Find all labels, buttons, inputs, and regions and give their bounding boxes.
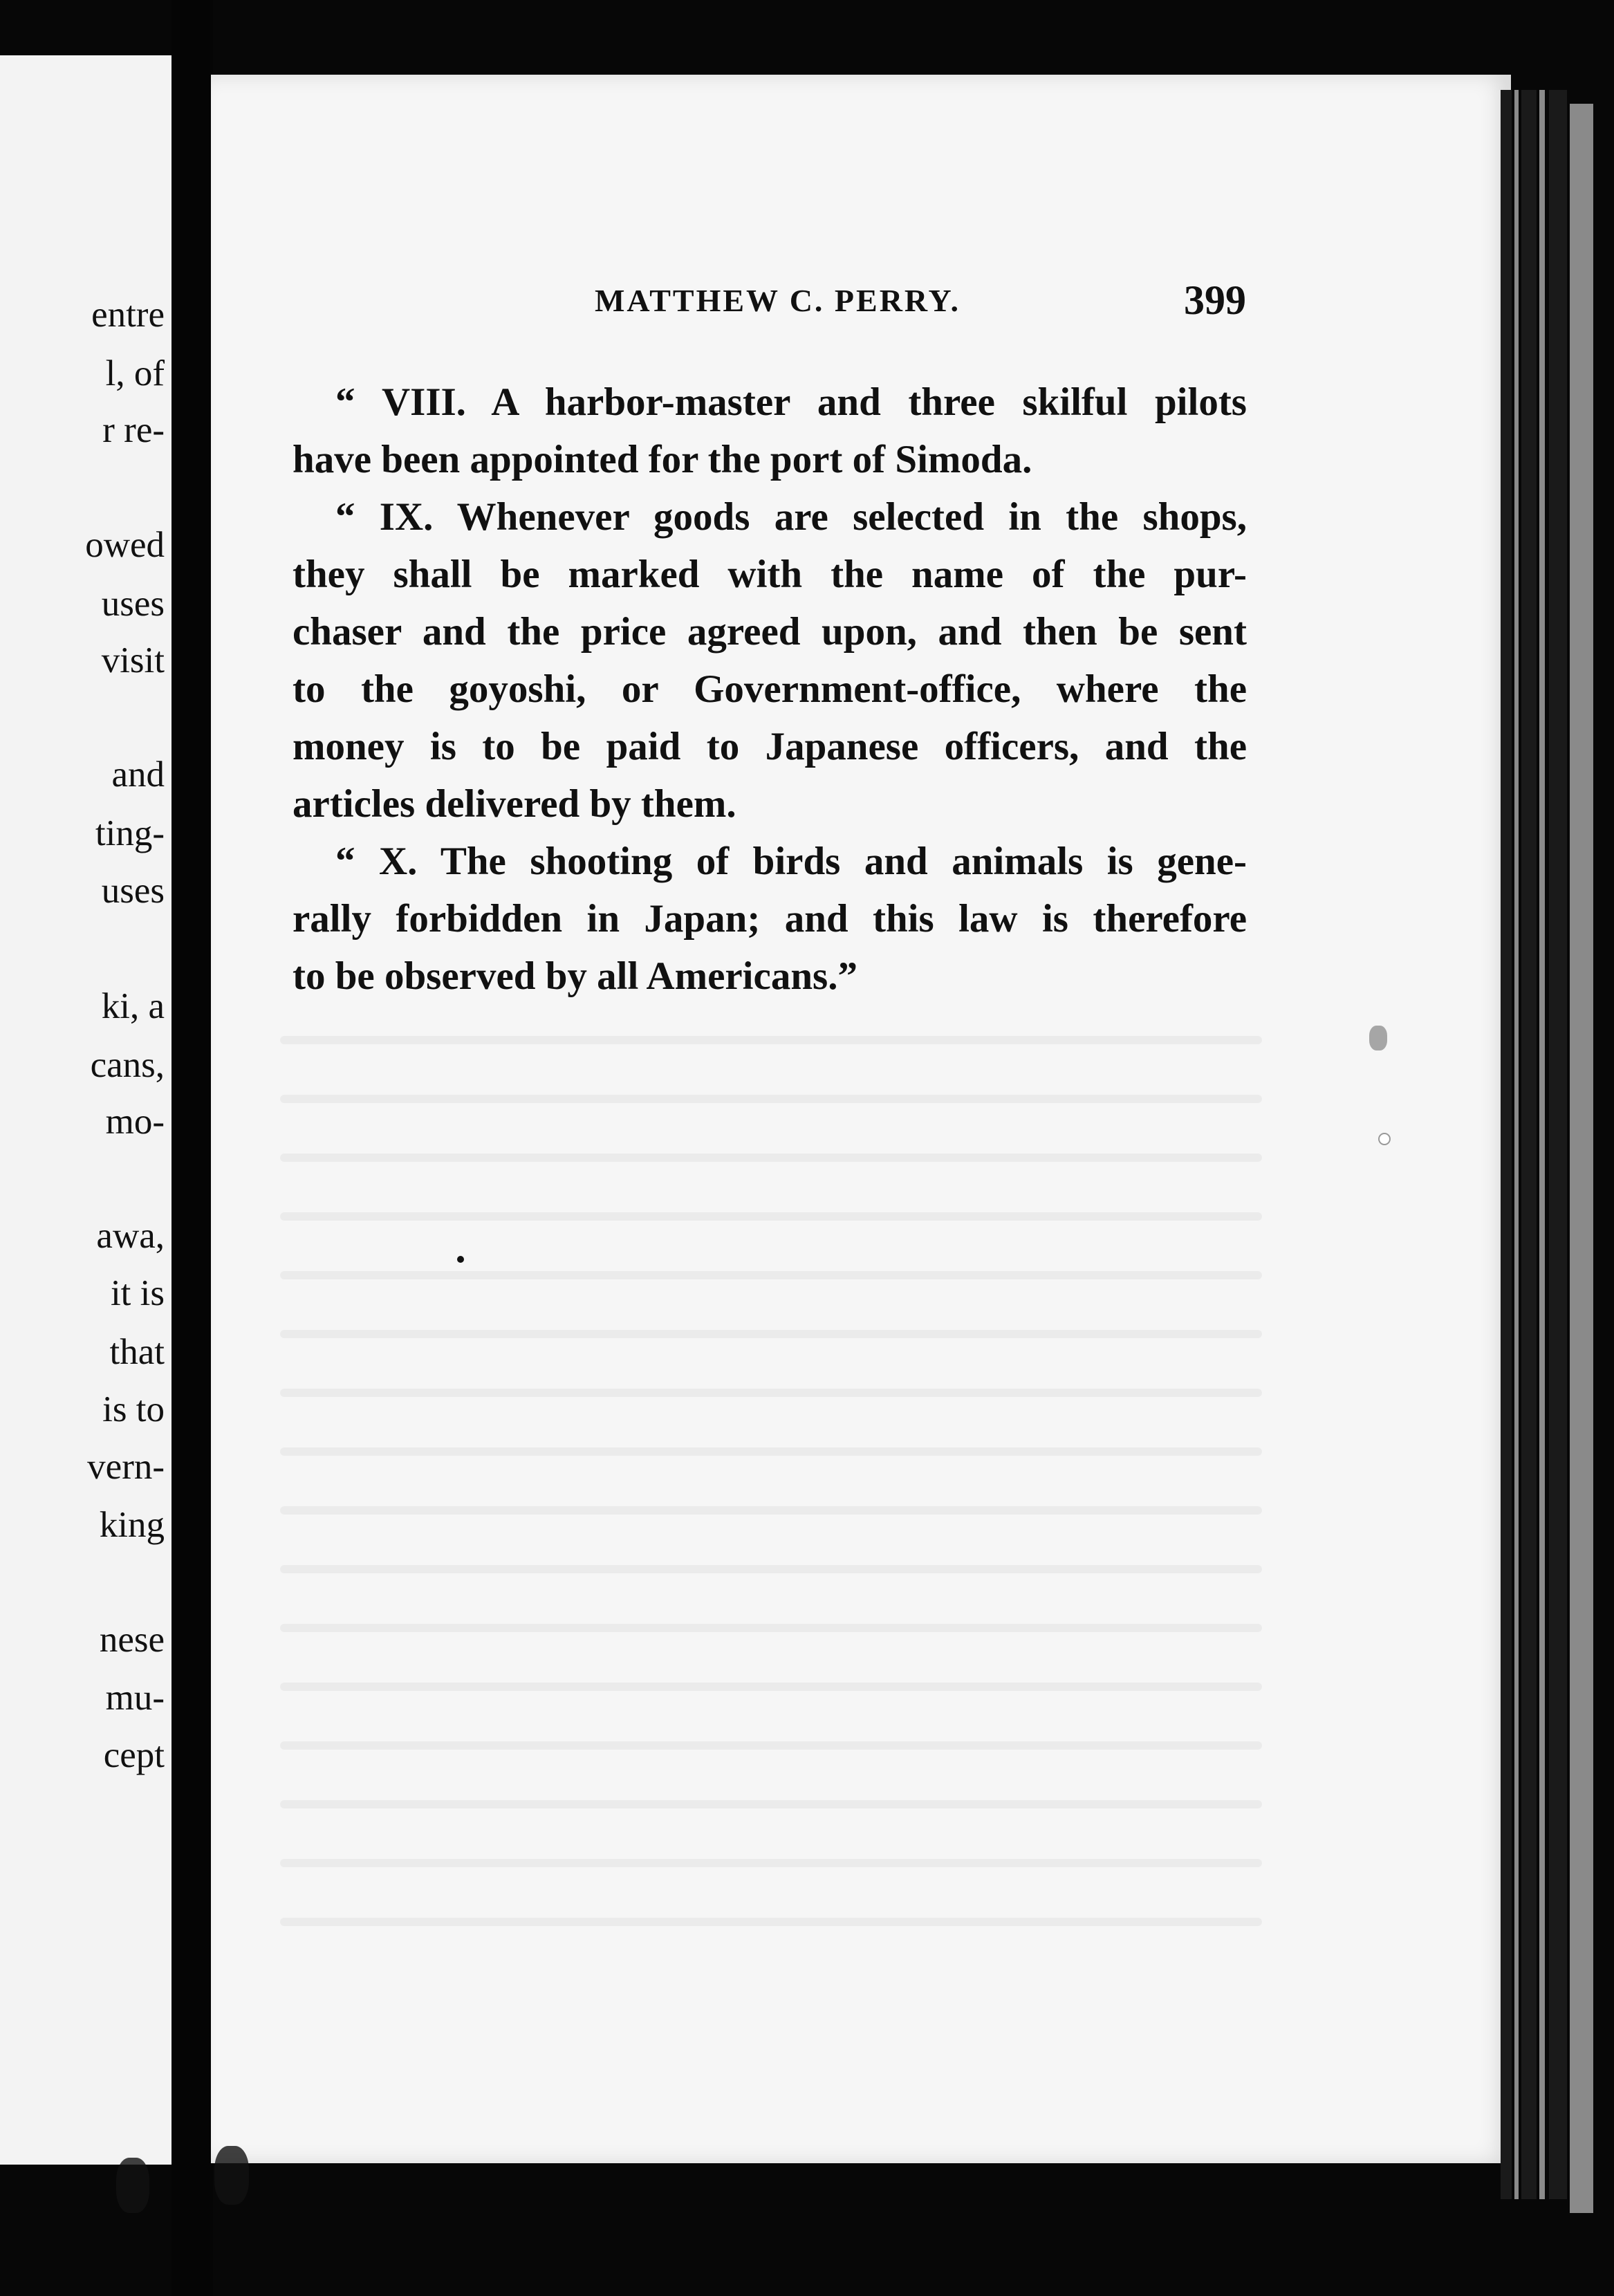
show-through xyxy=(280,1741,1262,1750)
show-through xyxy=(280,1036,1262,1044)
facing-page-line: king xyxy=(99,1505,165,1545)
text-line: to be observed by all Americans.” xyxy=(293,954,857,998)
show-through xyxy=(280,1095,1262,1103)
show-through xyxy=(280,1624,1262,1632)
facing-page-line: ting- xyxy=(95,813,165,853)
show-through xyxy=(280,1506,1262,1515)
facing-page-line: that xyxy=(109,1332,165,1372)
facing-page-line: l, of xyxy=(105,353,165,394)
facing-page-line: nese xyxy=(99,1620,165,1660)
page-edge xyxy=(1501,90,1512,2199)
running-head-title: MATTHEW C. PERRY. xyxy=(595,283,961,318)
facing-page-line: r re- xyxy=(102,410,165,450)
book-gutter xyxy=(171,0,213,2296)
page-edge xyxy=(1521,90,1537,2199)
page-edge xyxy=(1539,90,1545,2199)
facing-page-line: uses xyxy=(101,871,165,911)
page-edge xyxy=(1549,90,1567,2199)
facing-page-line: vern- xyxy=(87,1447,165,1487)
text-line: rally forbidden in Japan; and this law is therefore xyxy=(293,897,1247,941)
page-edge xyxy=(1514,90,1519,2199)
text-line: chaser and the price agreed upon, and then be sent xyxy=(293,610,1247,654)
show-through xyxy=(280,1389,1262,1397)
facing-page-line: it is xyxy=(110,1273,165,1313)
page-number: 399 xyxy=(1184,277,1246,323)
facing-page-line: and xyxy=(111,754,165,795)
show-through xyxy=(280,1212,1262,1221)
text-line: “ X. The shooting of birds and animals is gene- xyxy=(335,840,1247,883)
show-through xyxy=(280,1918,1262,1926)
show-through xyxy=(280,1271,1262,1279)
page-edge xyxy=(1570,104,1593,2213)
show-through xyxy=(280,1447,1262,1456)
text-line: money is to be paid to Japanese officers, and the xyxy=(293,725,1247,768)
facing-page-line: cept xyxy=(103,1735,165,1775)
text-line: have been appointed for the port of Simoda. xyxy=(293,438,1032,481)
ink-speck xyxy=(457,1256,464,1263)
show-through xyxy=(280,1565,1262,1573)
facing-page xyxy=(0,55,171,2165)
facing-page-line: visit xyxy=(101,640,165,681)
facing-page-line: ki, a xyxy=(101,986,165,1026)
facing-page-line: entre xyxy=(91,295,165,335)
facing-page-line: mo- xyxy=(105,1102,165,1142)
show-through xyxy=(280,1683,1262,1691)
facing-page-line: awa, xyxy=(96,1216,165,1256)
text-line: “ VIII. A harbor-master and three skilful pilots xyxy=(335,380,1247,424)
facing-page-line: uses xyxy=(101,584,165,624)
text-line: “ IX. Whenever goods are selected in the shops, xyxy=(335,495,1247,539)
page-blemish xyxy=(1369,1026,1387,1050)
page-blemish xyxy=(1378,1133,1391,1145)
facing-page-line: mu- xyxy=(105,1678,165,1718)
page-corner-damage xyxy=(214,2146,249,2205)
body-text xyxy=(293,373,1247,1005)
text-line: articles delivered by them. xyxy=(293,782,736,826)
text-line: they shall be marked with the name of the pur- xyxy=(293,553,1247,596)
show-through xyxy=(280,1154,1262,1162)
page-corner-damage xyxy=(116,2158,149,2213)
text-line: to the goyoshi, or Government-office, where the xyxy=(293,667,1247,711)
facing-page-line: is to xyxy=(102,1389,165,1429)
running-head xyxy=(211,277,1511,331)
show-through xyxy=(280,1800,1262,1808)
book-page xyxy=(211,75,1511,2163)
show-through xyxy=(280,1859,1262,1867)
facing-page-line: cans, xyxy=(90,1045,165,1085)
facing-page-line: owed xyxy=(85,525,165,565)
show-through xyxy=(280,1330,1262,1338)
